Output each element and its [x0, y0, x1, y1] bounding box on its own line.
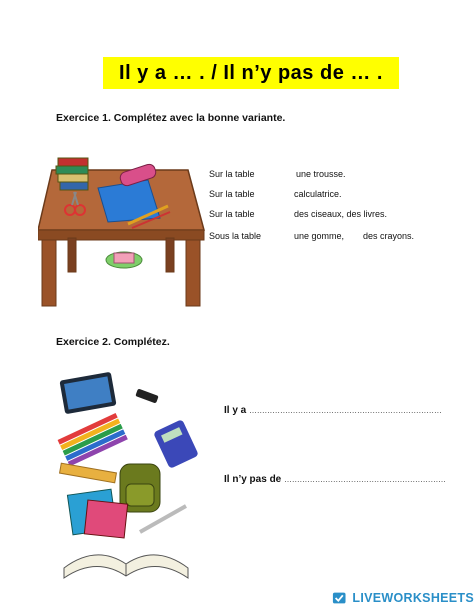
ex1-row-1-end: une trousse. [296, 169, 346, 179]
ex2-line-1-lead: Il y a [224, 405, 247, 416]
ex1-row-4-end: une gomme, [294, 231, 345, 241]
ex2-line-1-blank[interactable]: ………………………………………………………………… [249, 406, 442, 415]
ex2-line-2 [224, 474, 446, 485]
ex1-row-4-end-2: des crayons. [363, 231, 415, 241]
page-title: Il y a … . / Il n’y pas de … . [119, 61, 383, 84]
ex2-line-2-blank[interactable]: ……………………………………………………… [284, 475, 446, 484]
ex1-row-4-start: Sous la table [209, 231, 262, 241]
title-banner [103, 57, 399, 89]
ex1-row-3-start: Sur la table [209, 209, 255, 219]
table-illustration [38, 150, 206, 310]
ex1-row-1-start: Sur la table [209, 169, 255, 179]
liveworksheets-logo[interactable] [324, 585, 474, 611]
exercise-2-heading: Exercice 2. Complétez. [56, 336, 170, 348]
ex2-line-1 [224, 405, 442, 416]
logo-text: LIVEWORKSHEETS [352, 591, 474, 605]
ex1-row-3-end: des ciseaux, des livres. [294, 209, 388, 219]
ex1-row-2-end: calculatrice. [294, 189, 342, 199]
school-supplies-illustration [56, 372, 206, 580]
exercise-1-heading: Exercice 1. Complétez avec la bonne variante. [56, 112, 286, 124]
ex2-line-2-lead: Il n’y pas de [224, 474, 282, 485]
ex1-row-2-start: Sur la table [209, 189, 255, 199]
liveworksheets-logo-icon [332, 590, 346, 606]
